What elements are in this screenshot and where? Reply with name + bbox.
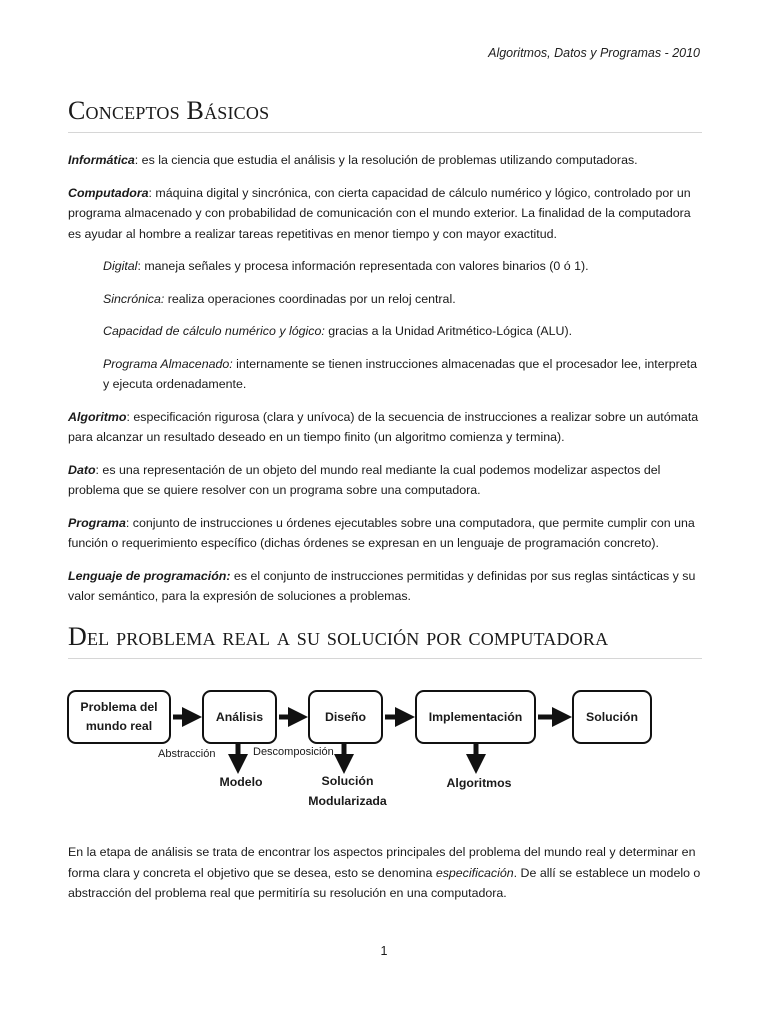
output-solucion-modularizada: Solución Modularizada — [308, 774, 387, 808]
box-implementacion: Implementación — [415, 690, 536, 744]
term-computadora: Computadora — [68, 185, 149, 200]
paragraph-etapa-analisis — [68, 842, 708, 904]
box-solucion: Solución — [572, 690, 652, 744]
box-analisis: Análisis — [202, 690, 277, 744]
def-programa: : conjunto de instrucciones u órdenes ejecutables sobre una computadora, que permite cumplir con una función o requerimiento específico (dichas órdenes se expresan en un lenguaje de programación concreto). — [68, 515, 695, 550]
paragraph-informatica — [68, 150, 702, 171]
paragraph-programa — [68, 513, 702, 554]
term-lenguaje: Lenguaje de programación: — [68, 568, 231, 583]
running-header: Algoritmos, Datos y Programas - 2010 — [488, 46, 700, 60]
paragraph-computadora — [68, 183, 702, 245]
paragraph-digital — [103, 256, 702, 277]
output-modelo: Modelo — [219, 775, 263, 789]
section-title-conceptos: Conceptos Básicos — [68, 96, 702, 133]
term-capacidad: Capacidad de cálculo numérico y lógico: — [103, 324, 325, 338]
label-descomposicion: Descomposición — [253, 746, 334, 758]
def-informatica: : es la ciencia que estudia el análisis y la resolución de problemas utilizando computadoras. — [134, 153, 638, 167]
paragraph-capacidad — [103, 321, 702, 342]
def-computadora: : máquina digital y sincrónica, con cierta capacidad de cálculo numérico y lógico, controlado por un programa almacenado y con probabilidad de comunicación con el mundo exterior. La finalidad de la computadora es ayudar al hombre a realizar tareas repetitivas en menor tiempo y con mayor exactitud. — [68, 185, 691, 241]
paragraph-dato — [68, 460, 702, 501]
term-digital: Digital — [103, 259, 138, 273]
def-lenguaje: es el conjunto de instrucciones permitidas y definidas por sus reglas sintácticas y su valor semántico, para la expresión de soluciones a problemas. — [68, 568, 696, 603]
paragraph-lenguaje — [68, 566, 702, 607]
term-sincronica: Sincrónica: — [103, 291, 165, 306]
def-algoritmo: : especificación rigurosa (clara y unívoca) de la secuencia de instrucciones a realizar sobre un autómata para alcanzar un resultado deseado en un tiempo finito (un algoritmo comienza y termina). — [68, 409, 699, 444]
term-programa-almacenado: Programa Almacenado: — [103, 356, 233, 371]
paragraph-programa-almacenado — [103, 354, 702, 395]
def-sincronica: realiza operaciones coordinadas por un reloj central. — [164, 291, 456, 306]
label-abstraccion: Abstracción — [158, 748, 216, 760]
def-digital: : maneja señales y procesa información representada con valores binarios (0 ó 1). — [137, 259, 589, 273]
def-dato: : es una representación de un objeto del mundo real mediante la cual podemos modelizar aspectos del problema que se quiere resolver con un programa sobre una computadora. — [68, 462, 661, 497]
output-algoritmos: Algoritmos — [446, 776, 512, 790]
analisis-text-emphasis: especificación — [435, 865, 514, 880]
term-algoritmo: Algoritmo — [68, 409, 127, 424]
analisis-text-before: En la etapa de análisis se trata de encontrar los aspectos principales del problema del mundo real y determinar en forma clara y concreta el objetivo que se desea, esto se denomina — [68, 845, 696, 880]
term-dato: Dato — [68, 462, 96, 477]
section-body — [68, 150, 702, 619]
paragraph-sincronica — [103, 289, 702, 310]
term-programa: Programa — [68, 515, 126, 530]
def-capacidad: gracias a la Unidad Aritmético-Lógica (ALU). — [324, 324, 573, 338]
page-number: 1 — [380, 944, 388, 958]
box-diseno: Diseño — [308, 690, 383, 744]
def-programa-almacenado: internamente se tienen instrucciones almacenadas que el procesador lee, interpreta y ejecuta ordenadamente. — [103, 356, 697, 391]
section-title-problema-solucion: Del problema real a su solución por computadora — [68, 622, 702, 659]
box-problema-mundo-real: Problema del mundo real — [67, 690, 171, 744]
term-informatica: Informática — [68, 153, 135, 167]
analisis-text-after: . De allí se establece un modelo o abstracción del problema real que permitiría su resolución en una computadora. — [68, 865, 701, 900]
paragraph-algoritmo — [68, 407, 702, 448]
